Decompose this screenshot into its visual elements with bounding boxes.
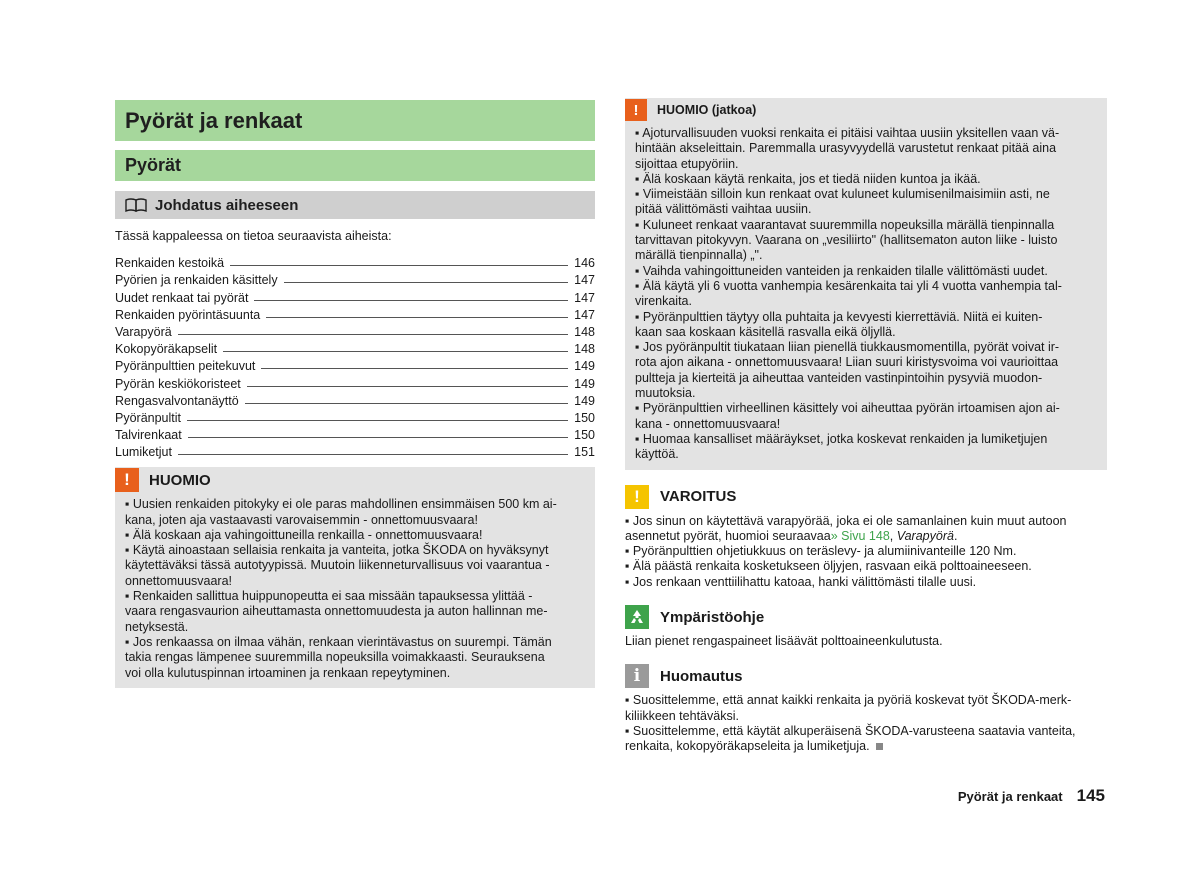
warning-exclamation-icon: ! bbox=[625, 99, 647, 121]
list-item: ▪ Jos renkaan venttiilihattu katoaa, hanki välittömästi tilalle uusi. bbox=[625, 574, 977, 589]
toc-entry[interactable] bbox=[115, 408, 595, 425]
info-icon: i bbox=[625, 664, 649, 688]
toc-label: Talvirenkaat bbox=[115, 428, 182, 443]
warning-exclamation-icon: ! bbox=[115, 468, 139, 492]
varoitus-body bbox=[625, 514, 1107, 590]
page-footer bbox=[958, 786, 1105, 806]
right-column bbox=[625, 98, 1107, 755]
page-link[interactable]: » Sivu 148 bbox=[830, 528, 890, 543]
list-item: ▪ Älä päästä renkaita kosketukseen öljyjen, rasvaan eikä polttoaineeseen. bbox=[625, 559, 1032, 574]
huomio-title: HUOMIO bbox=[149, 471, 211, 489]
toc-page: 146 bbox=[574, 256, 595, 271]
huomio-jatkoa-body bbox=[625, 122, 1107, 463]
list-item: ▪ Jos pyöränpultit tiukataan liian pienellä tiukkausmomentilla, pyörät voivat ir- rota ajon aikana - onnettomuusvaara! Liian suuri kiristysvoima voi vaurioittaa pultteja ja kierteitä ja aiheuttaa vanteiden vastinpintoihin pysyviä muodon- muutoksia. bbox=[635, 340, 1060, 401]
list-item: ▪ Jos sinun on käytettävä varapyörää, joka ei ole samanlainen kuin muut autoon asennetut pyörät, huomioi seuraavaa» Sivu 148, Varapyörä. bbox=[625, 513, 1067, 543]
footer-chapter: Pyörät ja renkaat bbox=[957, 789, 1063, 804]
book-icon bbox=[125, 198, 147, 212]
toc-entry[interactable] bbox=[115, 425, 595, 442]
toc-page: 149 bbox=[574, 376, 595, 391]
section-title: Pyörät bbox=[115, 150, 595, 181]
toc-leader bbox=[284, 282, 569, 283]
list-item: ▪ Uusien renkaiden pitokyky ei ole paras mahdollinen ensimmäisen 500 km ai- kana, joten aja vastaavasti varovaisemmin - onnettomuusvaara! bbox=[125, 497, 557, 527]
toc-label: Lumiketjut bbox=[115, 445, 172, 460]
toc-page: 148 bbox=[574, 324, 595, 339]
toc-label: Pyörien ja renkaiden käsittely bbox=[115, 273, 278, 288]
chapter-title: Pyörät ja renkaat bbox=[115, 100, 595, 141]
toc-page: 151 bbox=[574, 445, 595, 460]
toc-leader bbox=[188, 437, 568, 438]
list-item: ▪ Käytä ainoastaan sellaisia renkaita ja vanteita, jotka ŠKODA on hyväksynyt käytettäväksi tässä autotyypissä. Muutoin liikenneturvallisuus voi vaarantua - onnettomuusvaara! bbox=[125, 543, 550, 588]
toc-entry[interactable] bbox=[115, 391, 595, 408]
toc-entry[interactable] bbox=[115, 373, 595, 390]
toc-entry[interactable] bbox=[115, 287, 595, 304]
caution-icon: ! bbox=[625, 485, 649, 509]
toc-leader bbox=[178, 334, 568, 335]
huomautus-body bbox=[625, 693, 1107, 754]
toc-label: Pyörän keskiökoristeet bbox=[115, 376, 241, 391]
toc-page: 148 bbox=[574, 342, 595, 357]
toc-entry[interactable] bbox=[115, 322, 595, 339]
toc-label: Uudet renkaat tai pyörät bbox=[115, 290, 249, 305]
toc-page: 150 bbox=[574, 410, 595, 425]
table-of-contents bbox=[115, 253, 595, 459]
toc-leader bbox=[223, 351, 568, 352]
huomio-jatkoa-title: HUOMIO (jatkoa) bbox=[657, 103, 757, 117]
left-column bbox=[115, 100, 595, 688]
huomautus-heading: i Huomautus bbox=[625, 663, 1107, 689]
toc-leader bbox=[247, 386, 568, 387]
list-item: ▪ Renkaiden sallittua huippunopeutta ei saa missään tapauksessa ylittää - vaara rengasvaurion aiheuttamasta onnettomuudesta ja auton hallinnan me- netyksestä. bbox=[125, 589, 548, 634]
list-item: ▪ Ajoturvallisuuden vuoksi renkaita ei pitäisi vaihtaa uusiin yksitellen vaan vä- hintään akseleittain. Paremmalla urasyvyydellä varustetut renkaat pitää aina sijoittaa etupyöriin. bbox=[635, 126, 1060, 171]
toc-page: 147 bbox=[574, 290, 595, 305]
toc-leader bbox=[230, 265, 568, 266]
toc-leader bbox=[187, 420, 568, 421]
huomio-box bbox=[115, 467, 595, 688]
toc-label: Renkaiden pyörintäsuunta bbox=[115, 307, 261, 322]
toc-entry[interactable] bbox=[115, 442, 595, 459]
toc-entry[interactable] bbox=[115, 339, 595, 356]
toc-leader bbox=[266, 317, 568, 318]
toc-label: Kokopyöräkapselit bbox=[115, 342, 218, 357]
list-item: ▪ Pyöränpulttien ohjetiukkuus on teräslevy- ja alumiinivanteille 120 Nm. bbox=[625, 544, 1017, 559]
toc-page: 149 bbox=[574, 393, 595, 408]
toc-label: Pyöränpulttien peitekuvut bbox=[115, 359, 256, 374]
toc-page: 150 bbox=[574, 428, 595, 443]
ymparisto-heading: Ympäristöohje bbox=[625, 604, 1107, 630]
toc-page: 147 bbox=[574, 273, 595, 288]
intro-heading: Johdatus aiheeseen bbox=[115, 191, 595, 219]
list-item: ▪ Pyöränpulttien täytyy olla puhtaita ja kevyesti kierrettäviä. Niitä ei kuiten- kaan saa koskaan käsitellä rasvalla eikä öljyllä. bbox=[635, 309, 1043, 339]
toc-page: 147 bbox=[574, 307, 595, 322]
huomio-jatkoa-box bbox=[625, 98, 1107, 470]
toc-label: Varapyörä bbox=[115, 324, 172, 339]
list-item: ▪ Älä koskaan aja vahingoittuneilla renkailla - onnettomuusvaara! bbox=[125, 527, 483, 542]
list-item: ▪ Suosittelemme, että käytät alkuperäisenä ŠKODA-varusteena saatavia vanteita, renkaita, kokopyöräkapseleita ja lumiketjuja. bbox=[625, 723, 1076, 754]
page-number: 145 bbox=[1076, 786, 1105, 805]
toc-entry[interactable] bbox=[115, 253, 595, 270]
list-item: ▪ Kuluneet renkaat vaarantavat suuremmilla nopeuksilla märällä tienpinnalla tarvittavan pitokyvyn. Vaarana on „vesiliirto" (hallitsematon auton liike - luisto märällä tienpinnalla) „". bbox=[635, 217, 1058, 263]
list-item: ▪ Huomaa kansalliset määräykset, jotka koskevat renkaiden ja lumiketjujen käyttöä. bbox=[635, 431, 1048, 462]
toc-label: Renkaiden kestoikä bbox=[115, 256, 225, 271]
toc-label: Pyöränpultit bbox=[115, 410, 182, 425]
end-marker bbox=[876, 743, 883, 750]
intro-text: Tässä kappaleessa on tietoa seuraavista aiheista: bbox=[115, 229, 392, 243]
varoitus-heading: ! VAROITUS bbox=[625, 484, 1107, 510]
ymparisto-text: Liian pienet rengaspaineet lisäävät polttoaineenkulutusta. bbox=[625, 634, 943, 649]
list-item: ▪ Älä käytä yli 6 vuotta vanhempia kesärenkaita tai yli 4 vuotta vanhempia tal- virenkaita. bbox=[635, 278, 1062, 309]
toc-entry[interactable] bbox=[115, 305, 595, 322]
huomio-body bbox=[115, 493, 595, 681]
list-item: ▪ Älä koskaan käytä renkaita, jos et tiedä niiden kuntoa ja ikää. bbox=[635, 171, 981, 186]
toc-leader bbox=[245, 403, 568, 404]
toc-entry[interactable] bbox=[115, 356, 595, 373]
list-item: ▪ Jos renkaassa on ilmaa vähän, renkaan vierintävastus on suurempi. Tämän takia rengas lämpenee suuremmilla nopeuksilla voimakkaasti. Seurauksena voi olla kulutuspinnan irtoaminen ja renkaan repeytyminen. bbox=[125, 634, 552, 680]
list-item: ▪ Suosittelemme, että annat kaikki renkaita ja pyöriä koskevat työt ŠKODA-merk- kiliikkeen tehtäväksi. bbox=[625, 693, 1072, 723]
toc-leader bbox=[261, 368, 568, 369]
toc-leader bbox=[178, 454, 568, 455]
toc-leader bbox=[254, 300, 568, 301]
list-item: ▪ Vaihda vahingoittuneiden vanteiden ja renkaiden tilalle välittömästi uudet. bbox=[635, 263, 1048, 278]
list-item: ▪ Pyöränpulttien virheellinen käsittely voi aiheuttaa pyörän irtoamisen ajon ai- kana - onnettomuusvaara! bbox=[635, 401, 1060, 431]
toc-page: 149 bbox=[574, 359, 595, 374]
toc-entry[interactable] bbox=[115, 270, 595, 287]
toc-label: Rengasvalvontanäyttö bbox=[115, 393, 239, 408]
list-item: ▪ Viimeistään silloin kun renkaat ovat kuluneet kulumisenilmaisimiin asti, ne pitää välittömästi vaihtaa uusiin. bbox=[635, 187, 1050, 217]
recycle-icon bbox=[625, 605, 649, 629]
